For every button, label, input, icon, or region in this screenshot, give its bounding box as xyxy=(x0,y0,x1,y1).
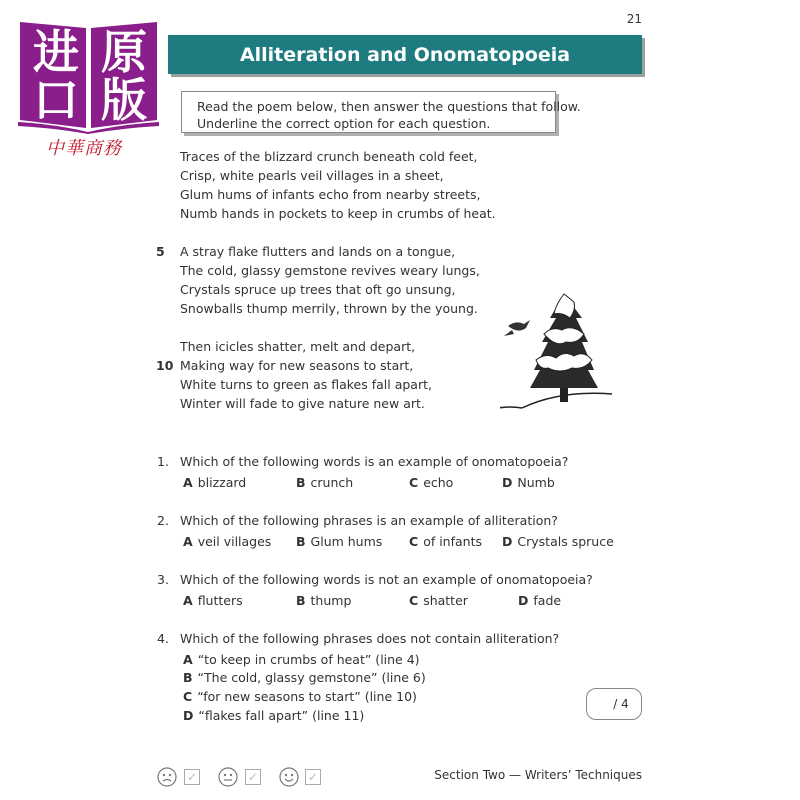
option-letter: D xyxy=(518,593,529,608)
happy-face-icon[interactable] xyxy=(279,767,299,787)
option-d[interactable] xyxy=(502,534,614,549)
option-c[interactable] xyxy=(409,475,453,490)
logo-subtitle: 中華商務 xyxy=(46,138,122,159)
question-text: Which of the following words is an example of onomatopoeia? xyxy=(180,454,569,469)
question-text: Which of the following words is not an example of onomatopoeia? xyxy=(180,572,593,587)
option-a[interactable] xyxy=(183,475,246,490)
option-letter: C xyxy=(409,593,419,608)
publisher-logo xyxy=(16,16,161,164)
question-number: 4. xyxy=(157,631,169,646)
question-number: 1. xyxy=(157,454,169,469)
poem-line: Then icicles shatter, melt and depart, xyxy=(180,339,416,354)
option-text: thump xyxy=(310,593,352,608)
option-letter: A xyxy=(183,475,193,490)
instruction-line: Underline the correct option for each question. xyxy=(197,116,491,131)
option-text: veil villages xyxy=(197,534,272,549)
logo-char-2: 原 xyxy=(101,25,147,79)
option-letter: C xyxy=(409,534,419,549)
option-text: “flakes fall apart” (line 11) xyxy=(198,708,365,723)
poem-line: Crystals spruce up trees that oft go unsung, xyxy=(180,282,456,297)
poem-line: Crisp, white pearls veil villages in a sheet, xyxy=(180,168,444,183)
option-b[interactable] xyxy=(296,593,351,608)
option-c[interactable] xyxy=(409,534,482,549)
poem-line: Making way for new seasons to start, xyxy=(180,358,414,373)
question-1 xyxy=(157,454,568,469)
poem-line: Snowballs thump merrily, thrown by the young. xyxy=(180,301,478,316)
option-letter: D xyxy=(183,708,194,723)
option-a[interactable] xyxy=(183,593,243,608)
logo-char-1: 进 xyxy=(33,25,79,79)
option-text: crunch xyxy=(310,475,354,490)
option-d[interactable] xyxy=(502,475,555,490)
option-text: Numb xyxy=(517,475,555,490)
logo-char-4: 版 xyxy=(101,73,147,127)
option-text: flutters xyxy=(197,593,243,608)
option-text: Glum hums xyxy=(310,534,383,549)
option-text: fade xyxy=(533,593,562,608)
option-letter: B xyxy=(296,593,306,608)
option-letter: A xyxy=(183,593,193,608)
question-number: 3. xyxy=(157,572,169,587)
option-text: “The cold, glassy gemstone” (line 6) xyxy=(197,670,426,685)
logo-char-3: 口 xyxy=(33,73,79,127)
line-number: 10 xyxy=(156,358,174,373)
option-b[interactable] xyxy=(183,670,426,685)
section-footer: Section Two — Writers’ Techniques xyxy=(434,768,642,782)
option-letter: D xyxy=(502,534,513,549)
option-text: “for new seasons to start” (line 10) xyxy=(197,689,417,704)
neutral-face-icon[interactable] xyxy=(218,767,238,787)
sad-face-icon[interactable] xyxy=(157,767,177,787)
instruction-box xyxy=(181,91,581,133)
option-letter: A xyxy=(183,652,193,667)
option-d[interactable] xyxy=(183,708,364,723)
poem-line: A stray flake flutters and lands on a tongue, xyxy=(180,244,456,259)
question-text: Which of the following phrases is an example of alliteration? xyxy=(180,513,558,528)
option-text: of infants xyxy=(423,534,483,549)
option-letter: C xyxy=(183,689,193,704)
option-text: Crystals spruce xyxy=(517,534,614,549)
page-title: Alliteration and Onomatopoeia xyxy=(168,35,642,74)
instruction-line: Read the poem below, then answer the questions that follow. xyxy=(197,99,581,114)
option-a[interactable] xyxy=(183,652,420,667)
poem-line: Glum hums of infants echo from nearby streets, xyxy=(180,187,481,202)
option-letter: B xyxy=(296,475,306,490)
question-4 xyxy=(157,631,559,646)
option-letter: C xyxy=(409,475,419,490)
option-a[interactable] xyxy=(183,534,271,549)
check-box[interactable]: ✓ xyxy=(245,769,261,785)
option-text: shatter xyxy=(423,593,468,608)
option-text: “to keep in crumbs of heat” (line 4) xyxy=(197,652,420,667)
check-box[interactable]: ✓ xyxy=(184,769,200,785)
option-b[interactable] xyxy=(296,475,353,490)
option-c[interactable] xyxy=(183,689,417,704)
option-letter: B xyxy=(296,534,306,549)
option-c[interactable] xyxy=(409,593,468,608)
poem-line: Winter will fade to give nature new art. xyxy=(180,396,425,411)
option-d[interactable] xyxy=(518,593,561,608)
poem-line: The cold, glassy gemstone revives weary lungs, xyxy=(180,263,480,278)
poem-line: White turns to green as flakes fall apart, xyxy=(180,377,432,392)
snowy-tree-icon xyxy=(500,290,615,415)
poem-line: Traces of the blizzard crunch beneath cold feet, xyxy=(180,149,478,164)
option-letter: A xyxy=(183,534,193,549)
option-b[interactable] xyxy=(296,534,382,549)
option-letter: B xyxy=(183,670,193,685)
page-number: 21 xyxy=(626,12,642,26)
score-box[interactable]: / 4 xyxy=(586,688,642,720)
check-box[interactable]: ✓ xyxy=(305,769,321,785)
poem-line: Numb hands in pockets to keep in crumbs of heat. xyxy=(180,206,496,221)
option-text: blizzard xyxy=(197,475,247,490)
question-3 xyxy=(157,572,593,587)
question-2 xyxy=(157,513,558,528)
option-letter: D xyxy=(502,475,513,490)
question-text: Which of the following phrases does not contain alliteration? xyxy=(180,631,560,646)
line-number: 5 xyxy=(156,244,165,259)
question-number: 2. xyxy=(157,513,169,528)
option-text: echo xyxy=(423,475,454,490)
